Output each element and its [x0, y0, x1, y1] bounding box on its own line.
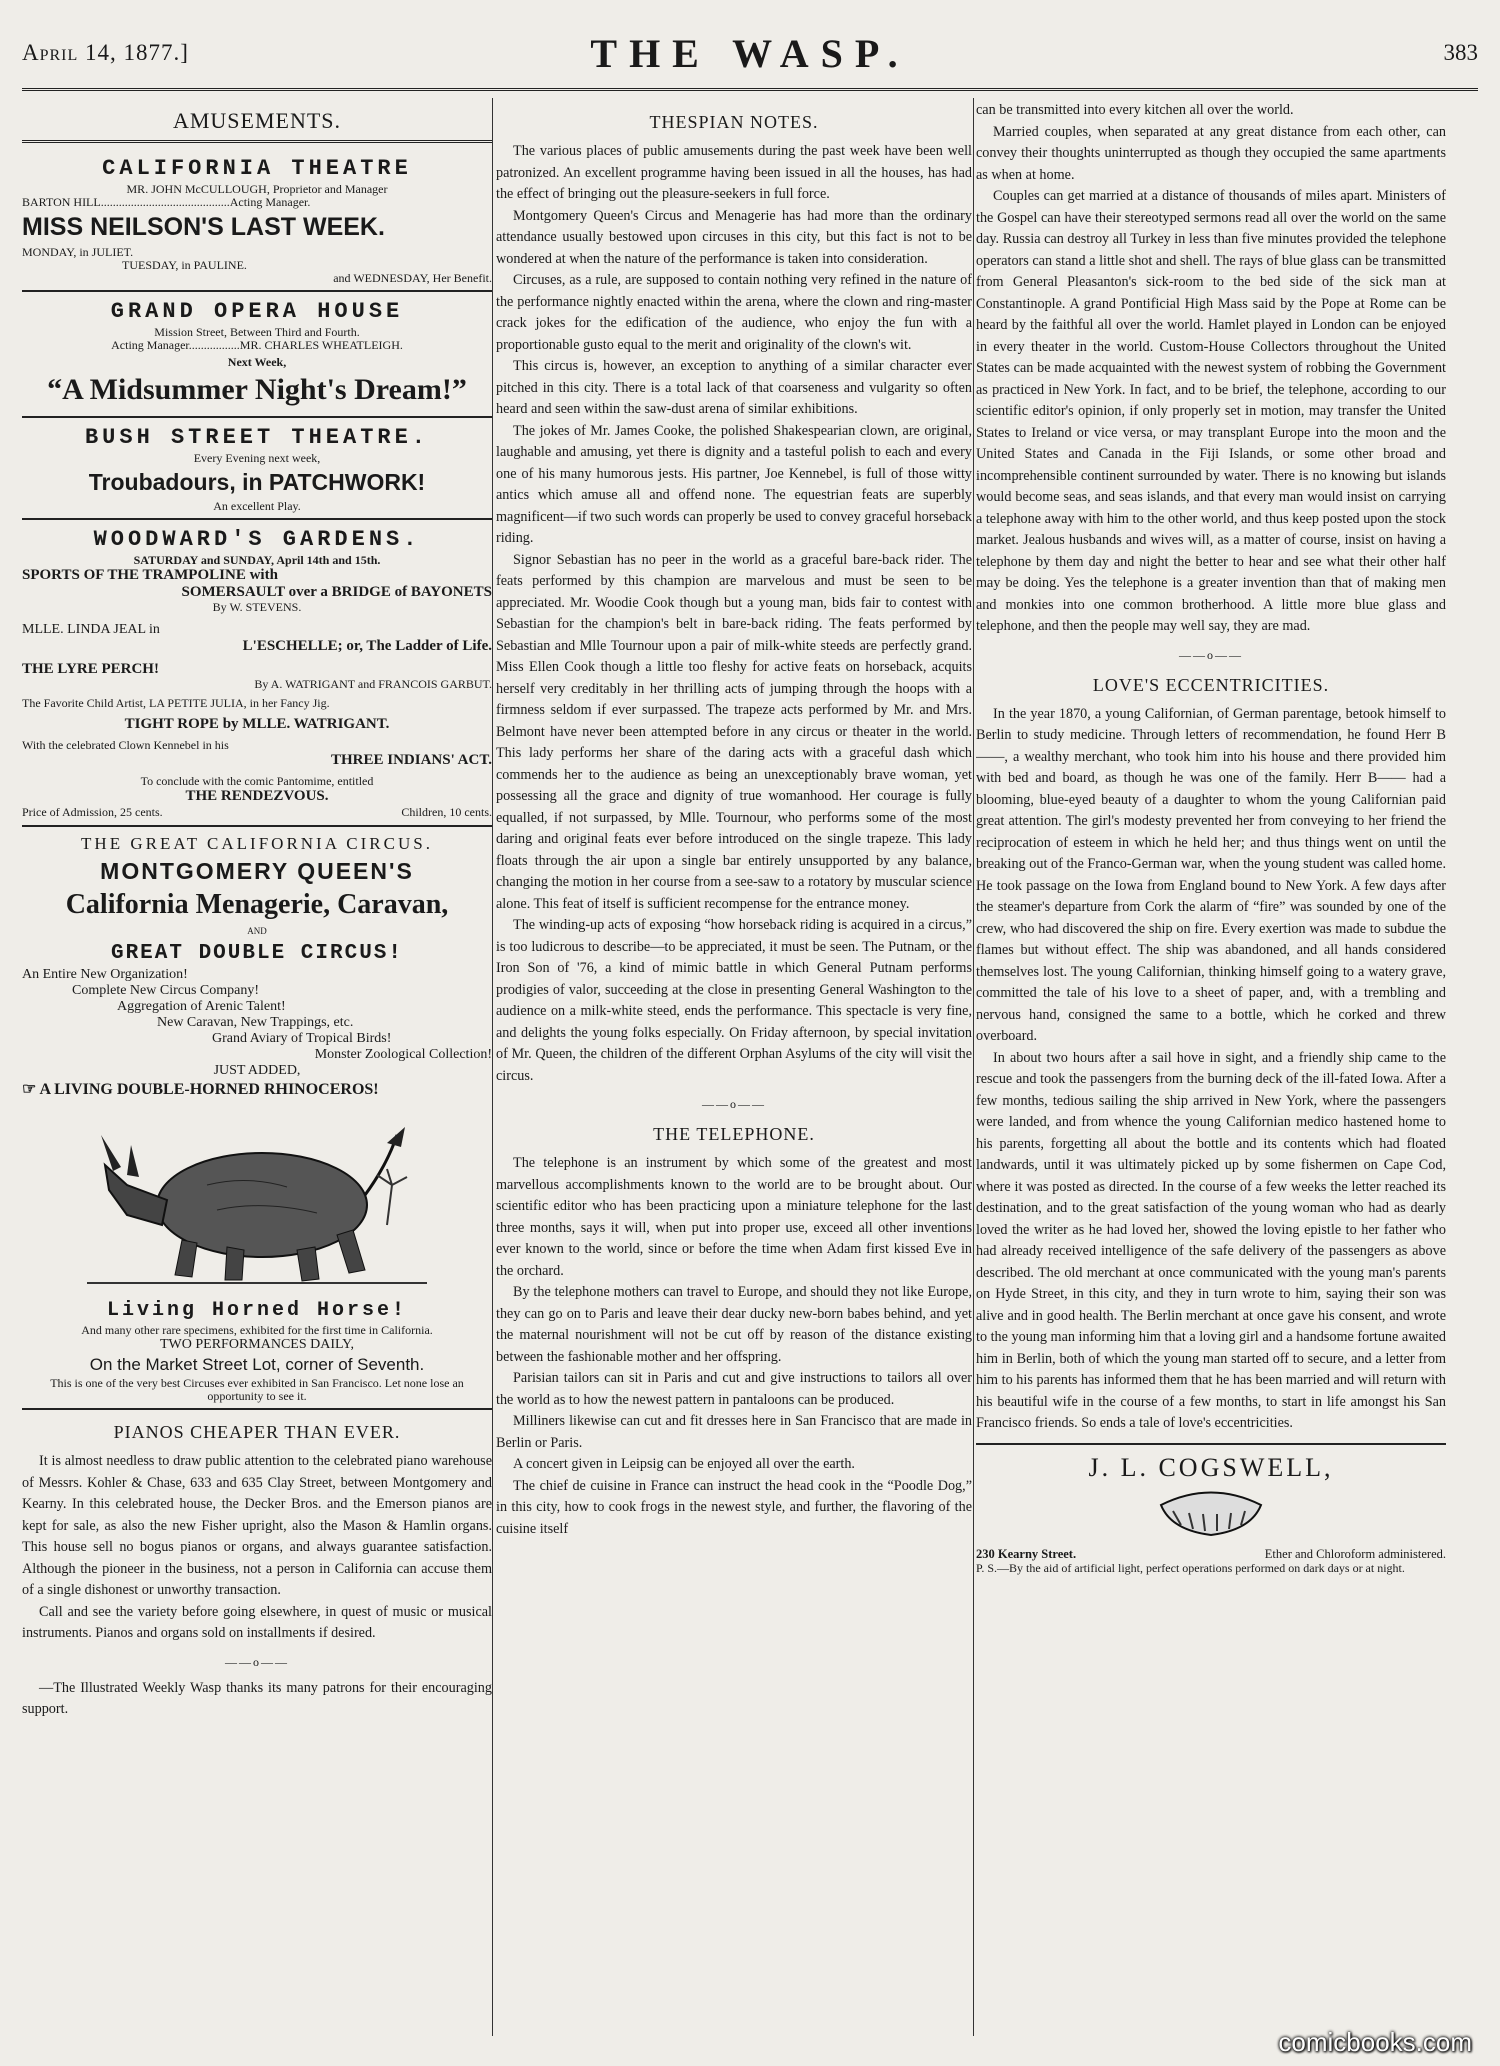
section-divider: ——o—— [702, 1097, 766, 1111]
header-rule [22, 88, 1478, 91]
dentist-postscript: P. S.—By the aid of artificial light, perfect operations performed on dark days or at night. [976, 1560, 1405, 1575]
pianos-article [22, 1422, 492, 1721]
article-heading: THESPIAN NOTES. [649, 112, 819, 132]
article-paragraph: Signor Sebastian has no peer in the world as a graceful bare-back rider. The feats performed by this champion are marvelous and must be seen to be appreciated. Mr. Woodie Cook though but a young man, bids fair to contest with Sebastian for the champion's belt in bare-back riding. The feats performed by Sebastian and Mlle Tournour upon a pair of milk-white steeds are perfectly grand. Miss Ellen Cook though a little too fleshy for active feats on horseback, acquits herself very creditably in her thrilling acts of jumping through the hoops with a firmness seldom if ever surpassed. The trapeze acts performed by Mr. and Mrs. Belmont have never been attempted before in any circus or theater in the world. This lady performs her share of the daring acts with a graceful dash which commends her to the audience as being an unexceptionably brave woman, yet possessing all the grace and dignity of true womanhood. Her courage is fully equalled, if not surpassed, by Mlle. Tournour, who performs some of the most daring and original feats ever before introduced on the single trapeze. This lady floats through the air upon a single bar entirely unsupported by any balance, changing the motion in her course from a see-saw to a rotatory by muscular science alone. This feat of itself is sufficient recompense for the entrance money. [496, 551, 972, 912]
ad-line: Aggregation of Arenic Talent! [117, 999, 286, 1014]
ad-line: By A. WATRIGANT and FRANCOIS GARBUT. [254, 677, 492, 691]
article-paragraph: —The Illustrated Weekly Wasp thanks its many patrons for their encouraging support. [22, 1679, 492, 1717]
masthead-title: THE WASP. [590, 31, 910, 76]
ad-line: SOMERSAULT over a BRIDGE of BAYONETS [181, 584, 492, 600]
ad-line: TWO PERFORMANCES DAILY, [160, 1337, 354, 1352]
ad-theatre-name: WOODWARD'S GARDENS. [93, 527, 421, 552]
dentist-name: J. L. COGSWELL, [1088, 1452, 1334, 1482]
column-telephone-love [976, 100, 1446, 2036]
ad-line: and WEDNESDAY, Her Benefit. [333, 271, 492, 285]
article-paragraph: The winding-up acts of exposing “how horseback riding is acquired in a circus,” is too ludicrous to describe—to be appreciated, it must be seen. The Putnam, or the Iron Son of '76, a kind of mimic battle in which General Putnam performs prodigies of valor, succeeding at the close in presenting General Washington to the audience on a milk-white steed, ends the performance. This spectacle is very fine, and delights the young folks especially. On Friday afternoon, by special invitation of Mr. Queen, the children of the different Orphan Asylums of the city will visit the circus. [496, 917, 972, 1084]
article-paragraph: Parisian tailors can sit in Paris and cut and give instructions to tailors all over the world as to how the newest pattern in pantaloons can be produced. [496, 1370, 972, 1408]
dentist-address: 230 Kearny Street. [976, 1546, 1077, 1561]
column-amusements [22, 100, 492, 2036]
ad-line: THE GREAT CALIFORNIA CIRCUS. [81, 834, 433, 853]
column-divider [492, 98, 493, 2036]
article-paragraph: Montgomery Queen's Circus and Menagerie has had more than the ordinary attendance usually bestowed upon circuses in this city, but this fact is not to be wondered at when the nature of the performance is taken into consideration. [496, 207, 972, 267]
ad-line: THREE INDIANS' ACT. [330, 752, 492, 768]
article-paragraph: can be transmitted into every kitchen all over the world. [976, 102, 1294, 118]
ad-line: New Caravan, New Trappings, etc. [157, 1015, 354, 1030]
article-paragraph: A concert given in Leipsig can be enjoyed all over the earth. [513, 1456, 855, 1472]
ad-line: TUESDAY, in PAULINE. [122, 258, 247, 272]
ad-headline: MONTGOMERY QUEEN'S [100, 858, 414, 884]
ad-line: On the Market Street Lot, corner of Seventh. [89, 1355, 425, 1374]
article-heading: PIANOS CHEAPER THAN EVER. [113, 1422, 401, 1442]
page-header [22, 30, 1478, 88]
ad-theatre-name: CALIFORNIA THEATRE [102, 156, 412, 181]
ad-headline: “A Midsummer Night's Dream!” [47, 373, 467, 406]
ad-line: JUST ADDED, [213, 1063, 301, 1078]
article-paragraph: Milliners likewise can cut and fit dresses here in San Francisco that are made in Berlin or Paris. [496, 1413, 972, 1451]
cogswell-address-row [976, 1547, 1446, 1562]
ad-line: ☞ A LIVING DOUBLE-HORNED RHINOCEROS! [22, 1081, 379, 1098]
article-heading: LOVE'S ECCENTRICITIES. [1092, 674, 1330, 695]
children-price: Children, 10 cents. [401, 805, 492, 819]
article-paragraph: Married couples, when separated at any great distance from each other, can convey their thoughts uninterrupted as though they occupied the same apartments as when at home. [976, 123, 1446, 183]
article-paragraph: Circuses, as a rule, are supposed to contain nothing very refined in the nature of the performance nightly enacted within the arena, where the clown and ring-master crack jokes for the edification of the audience, who enjoy the fun with a proportionable gusto equal to the merit and originality of the clown's wit. [496, 272, 972, 353]
ad-line: THE RENDEZVOUS. [185, 788, 329, 804]
ad-line: MLLE. LINDA JEAL in [22, 622, 160, 637]
article-paragraph: Couples can get married at a distance of thousands of miles apart. Ministers of the Gospel can have their stereotyped sermons read all over the world on the same day. Russia can destroy all Turkey in less than five minutes provided the telephone operators can stand a little shot and shell. The rays of blue glass can be transmitted from General Pleasanton's sick-room to the bed side of the sick man at Constantinople. A grand Pontificial High Mass said by the Pope at Rome can be heard by the faithful all over the world. Hamlet played in London can be enjoyed in every theater in the world. Custom-House Collectors throughout the United States can be made acquainted with the newest system of robbing the Government as practiced in New York. In fact, and to be brief, the telephone, according to our scientific editor's opinion, if only properly set in motion, may transfer the United States to Ireland or vice versa, or may transplant Europe into the moon and the United States and Canada in the Fiji Islands, or some other broad and incomprehensible continent surrounded by water. There is no knowing but islands would become seas, and seas islands, and that every man would insist on carrying a telephone away with him to the other world, and thus keep posted upon the stock market. Jealous husbands and wives will, as a matter of course, insist on having a telephone by them day and night the better to hear and see what their other half may be doing. Yes the telephone is a greater invention than that of making men and monkies into one common brotherhood. A little more blue glass and telephone, and then the people may well say, they are mad. [976, 188, 1446, 634]
ad-headline: California Menagerie, Caravan, [65, 889, 449, 920]
article-paragraph: In about two hours after a sail hove in sight, and a friendly ship came to the rescue and took the passengers from the burning deck of the ill-fated Iowa. After a few months, tedious sailing the ship arrived in New York, where the passengers were landed, and from whence the young Californian medico hastened home to his parents, forgetting all about the bottle and its contents which had floated landwards, until it was ultimately picked up by some fishermen on Cape Cod, where it was posted as directed. In the course of a few weeks the letter reached its destination, and to the great satisfaction of the young woman who had as dearly loved the writer as he had loved her, showed the loving epistle to her father who had already received intelligence of the safe delivery of the passengers as above described. The old merchant at once communicated with the young man's parents on Hyde Street, in this city, and they in turn wrote to him, saying their son was alive and in good health. The Berlin merchant at once gave his consent, and wrote to the young man informing him that a loving girl and a handsome fortune awaited him in Berlin, both of which the young man started off to secure, and a letter from him to his parents has informed them that he has been married and will return with his beautiful wife in the course of a few months, to start in life amongst his San Francisco friends. So ends a tale of love's eccentricities. [976, 1049, 1446, 1431]
ad-line: SATURDAY and SUNDAY, April 14th and 15th. [133, 553, 381, 567]
section-divider: ——o—— [225, 1654, 289, 1669]
ad-line: AND [247, 926, 267, 936]
ad-line: Complete New Circus Company! [72, 983, 260, 998]
site-watermark: comicbooks.com [1278, 2027, 1472, 2057]
article-heading: THE TELEPHONE. [653, 1124, 815, 1144]
ad-line: This is one of the very best Circuses ever exhibited in San Francisco. Let none lose an opportunity to see it. [50, 1376, 464, 1403]
issue-date: April 14, 1877.] [22, 40, 189, 65]
column-thespian-telephone [496, 100, 972, 2036]
amusements-heading: AMUSEMENTS. [22, 100, 492, 143]
rhinoceros-illustration [87, 1105, 427, 1295]
illustration-caption: Living Horned Horse! [106, 1299, 408, 1322]
ad-line: By W. STEVENS. [212, 600, 302, 614]
article-paragraph: This circus is, however, an exception to anything of a similar character ever pitched in this city. There is a total lack of that coarseness and vulgarity so often heard and seen within the saw-dust arena of similar exhibitions. [496, 358, 972, 417]
ad-line: TIGHT ROPE by MLLE. WATRIGANT. [124, 716, 390, 732]
page-number: 383 [1443, 40, 1478, 65]
article-paragraph: The various places of public amusements during the past week have been well patronized. An excellent programme having been issued in all the houses, has had the effect of bringing out the pleasure-seekers in full force. [496, 143, 972, 202]
article-paragraph: Call and see the variety before going elsewhere, in quest of music or musical instruments. Pianos and organs sold on installments if desired. [22, 1603, 492, 1641]
ad-line: BARTON HILL...........................................Acting Manager. [22, 195, 311, 209]
grand-opera-house-ad [22, 292, 492, 418]
ad-line: Grand Aviary of Tropical Birds! [212, 1031, 392, 1046]
article-paragraph: The chief de cuisine in France can instruct the head cook in the “Poodle Dog,” in this city, how to cook frogs in the newest style, and further, the flavoring of the cuisine itself [496, 1477, 972, 1537]
ad-headline: Troubadours, in PATCHWORK! [88, 469, 426, 495]
article-paragraph: The telephone is an instrument by which some of the greatest and most marvellous accomplishments known to the world are to be brought about. Our scientific editor who has been practicing upon a miniature telephone for the last three months, says it will, when put into proper use, exceed all other inventions ever known to the world, since or before the time when Adam first kissed Eve in the orchard. [496, 1155, 972, 1279]
ad-line: MONDAY, in JULIET. [22, 245, 134, 259]
ad-theatre-name: GRAND OPERA HOUSE [110, 299, 404, 324]
article-paragraph: It is almost needless to draw public attention to the celebrated piano warehouse of Messrs. Kohler & Chase, 633 and 635 Clay Street, between Montgomery and Kearny. In this celebrated house, the Decker Bros. and the Emerson pianos are kept for sale, as also the new Fisher upright, also the Mason & Hamlin organs. This house sell no bogus pianos or organs, and always guarantee satisfaction. Although the pioneer in the business, not a person in California can accuse them of a single dishonest or unworthy transaction. [22, 1453, 492, 1598]
ad-line: To conclude with the comic Pantomime, entitled [140, 774, 374, 788]
bush-street-theatre-ad [22, 418, 492, 520]
admission-price: Price of Admission, 25 cents. [22, 805, 163, 819]
ad-line: L'ESCHELLE; or, The Ladder of Life. [242, 638, 492, 654]
dentist-service: Ether and Chloroform administered. [1264, 1546, 1446, 1561]
ad-line: Acting Manager.................MR. CHARLES WHEATLEIGH. [111, 338, 403, 352]
column-divider [973, 98, 974, 2036]
article-paragraph: By the telephone mothers can travel to Europe, and should they not like Europe, they can go on to Paris and leave their dear ducky new-born babes behind, and yet the maternal nourishment will not be cut off by reason of the distance existing between the fashionable mother and her offspring. [496, 1284, 972, 1365]
ad-line: The Favorite Child Artist, LA PETITE JULIA, in her Fancy Jig. [22, 696, 330, 710]
ad-headline: MISS NEILSON'S LAST WEEK. [22, 213, 385, 241]
circus-ad [22, 827, 492, 1410]
woodwards-gardens-ad [22, 520, 492, 827]
ad-line: SPORTS OF THE TRAMPOLINE with [22, 567, 278, 583]
ad-line: And many other rare specimens, exhibited for the first time in California. [81, 1323, 433, 1337]
article-paragraph: The jokes of Mr. James Cooke, the polished Shakespearian clown, are original, laughable and amusing, yet there is dignity and a tasteful polish to each and every one of his many humorous jests. His partner, Joe Kennebel, is full of those witty antics which amuse all and offend none. The equestrian feats are superbly magnificent—if two such words can properly be used to convey graceful horseback riding. [496, 422, 972, 546]
ad-line: An excellent Play. [213, 499, 301, 513]
ad-line: MR. JOHN McCULLOUGH, Proprietor and Manager [126, 182, 388, 196]
dentures-icon [1151, 1485, 1271, 1545]
ad-line: With the celebrated Clown Kennebel in his [22, 738, 229, 752]
section-divider: ——o—— [1179, 647, 1243, 662]
ad-line: Mission Street, Between Third and Fourth. [154, 325, 360, 339]
ad-headline: GREAT DOUBLE CIRCUS! [110, 942, 404, 965]
ad-line: Next Week, [227, 355, 287, 369]
ad-price-row [22, 805, 492, 820]
california-theatre-ad [22, 149, 492, 292]
ad-theatre-name: BUSH STREET THEATRE. [84, 425, 430, 450]
ad-line: An Entire New Organization! [22, 967, 188, 982]
ad-line: Every Evening next week, [193, 451, 321, 465]
ad-line: THE LYRE PERCH! [22, 661, 159, 677]
cogswell-ad [976, 1443, 1446, 1575]
article-paragraph: In the year 1870, a young Californian, of German parentage, betook himself to Berlin to study medicine. Through letters of recommendation, he found Herr B——, a wealthy merchant, who took him into his house and there provided him with bed and board, as though he was one of the family. Herr B—— had a blooming, blue-eyed beauty of a daughter to whom the young Californian paid great attention. The girl's modesty prevented her from conveying to her friend the reciprocation of esteem in which he held her; and thus things went on until the breaking out of the Franco-German war, when the young student was called home. He took passage on the Iowa from England bound to New York. A few days after the steamer's departure from Cork the alarm of “fire” was sounded by one of the crew, who had discovered the ship on fire. Every exertion was made to subdue the flames but without effect. The ship was abandoned, and all hands considered themselves lost. The young Californian, thinking himself going to a watery grave, committed the tale of his love to a sheet of paper, and, with a trembling and nervous hand, consigned the same to a bottle, which he corked and threw overboard. [976, 705, 1446, 1044]
ad-line: Monster Zoological Collection! [314, 1047, 492, 1062]
